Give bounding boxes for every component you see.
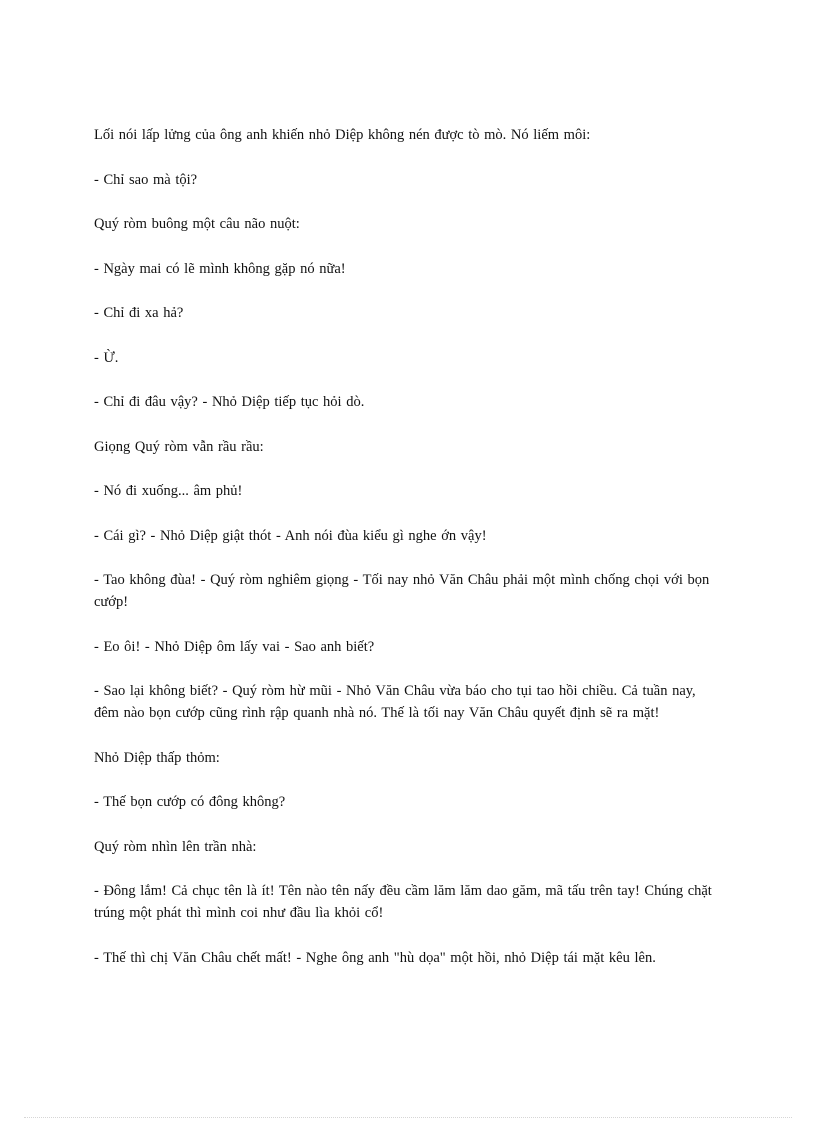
paragraph: Quý ròm nhìn lên trần nhà: bbox=[94, 838, 257, 855]
paragraph: - Thế bọn cướp có đông không? bbox=[94, 794, 286, 810]
paragraph: - Tao không đùa! - Quý ròm nghiêm giọng - Tối nay nhỏ Văn Châu phải một mình chống chọi với bọn cướp! bbox=[94, 572, 710, 610]
paragraph: - Eo ôi! - Nhỏ Diệp ôm lấy vai - Sao anh biết? bbox=[94, 638, 375, 655]
paragraph: - Cái gì? - Nhỏ Diệp giật thót - Anh nói đùa kiểu gì nghe ớn vậy! bbox=[94, 527, 487, 544]
paragraph: Giọng Quý ròm vẫn rầu rầu: bbox=[94, 438, 264, 455]
paragraph: - Chỉ đi đâu vậy? - Nhỏ Diệp tiếp tục hỏi dò. bbox=[94, 394, 365, 410]
paragraph: - Sao lại không biết? - Quý ròm hừ mũi - Nhỏ Văn Châu vừa báo cho tụi tao hồi chiều. Cả tuần nay, đêm nào bọn cướp cũng rình rập quanh nhà nó. Thế là tối nay Văn Châu quyết định sẽ ra mặt! bbox=[94, 683, 696, 721]
paragraph: - Đông lắm! Cả chục tên là ít! Tên nào tên nấy đều cầm lăm lăm dao găm, mã tấu trên tay! Chúng chặt trúng một phát thì mình coi như đầu lìa khỏi cổ! bbox=[94, 883, 712, 921]
paragraph: Nhỏ Diệp thấp thỏm: bbox=[94, 749, 220, 766]
paragraph: - Ừ. bbox=[94, 349, 119, 366]
paragraph: - Chỉ sao mà tội? bbox=[94, 171, 198, 188]
paragraph: - Thế thì chị Văn Châu chết mất! - Nghe ông anh "hù dọa" một hồi, nhỏ Diệp tái mặt kêu lên. bbox=[94, 949, 656, 966]
paragraph: - Chỉ đi xa hả? bbox=[94, 305, 184, 321]
document-body bbox=[94, 124, 716, 991]
paragraph: - Ngày mai có lẽ mình không gặp nó nữa! bbox=[94, 260, 346, 277]
paragraph: Quý ròm buông một câu não nuột: bbox=[94, 216, 300, 232]
page-bottom-divider bbox=[24, 1117, 792, 1118]
paragraph: - Nó đi xuống... âm phủ! bbox=[94, 483, 243, 499]
paragraph: Lối nói lấp lửng của ông anh khiến nhỏ Diệp không nén được tò mò. Nó liếm môi: bbox=[94, 127, 591, 143]
